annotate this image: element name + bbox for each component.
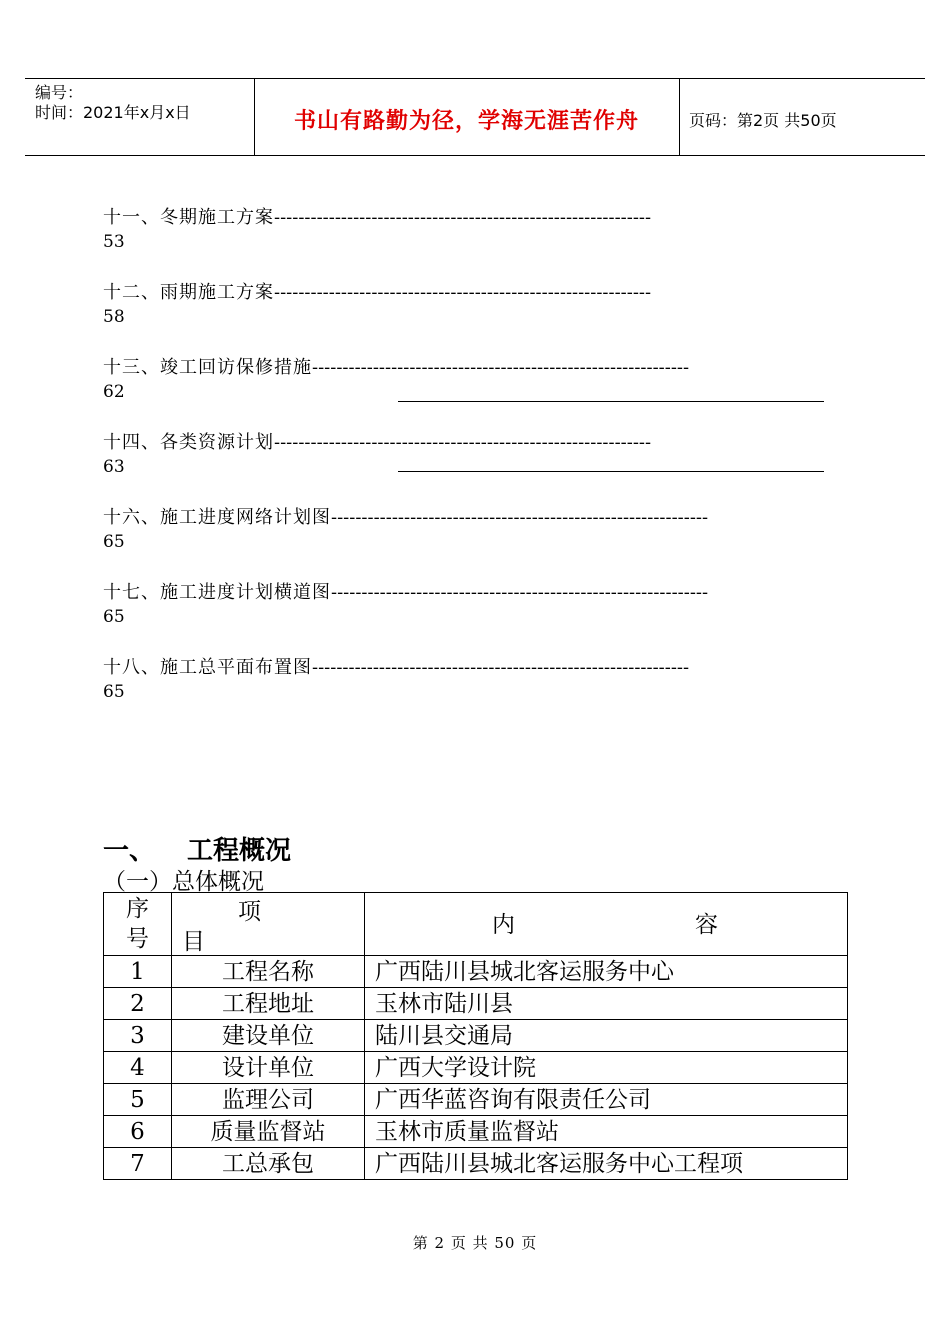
table-row bbox=[104, 1148, 848, 1180]
toc-leader: -------------------------------------------------------------- bbox=[312, 657, 690, 678]
section-number: 一、 bbox=[103, 836, 156, 866]
toc-entry-page: 53 bbox=[103, 232, 125, 252]
cell-no: 1 bbox=[104, 956, 172, 988]
section-title: 工程概况 bbox=[187, 836, 292, 866]
cell-no: 7 bbox=[104, 1148, 172, 1180]
header-cell-content bbox=[365, 893, 848, 956]
header-page-label: 页码：第2页 共50页 bbox=[689, 111, 837, 130]
header-text: 号 bbox=[126, 926, 149, 952]
header-text: 序 bbox=[126, 896, 149, 922]
cell-no: 6 bbox=[104, 1116, 172, 1148]
cell-item: 建设单位 bbox=[172, 1020, 365, 1052]
table-header-row bbox=[104, 893, 848, 956]
cell-item: 监理公司 bbox=[172, 1084, 365, 1116]
toc-entry bbox=[103, 655, 848, 705]
header-bottom-rule bbox=[25, 155, 925, 156]
cell-content: 玉林市质量监督站 bbox=[365, 1116, 848, 1148]
header-top-rule bbox=[25, 78, 925, 79]
header-text: 项 bbox=[238, 899, 261, 925]
toc-entry-title: 十一、冬期施工方案 bbox=[103, 207, 274, 228]
table-row bbox=[104, 1084, 848, 1116]
toc-entry-title: 十三、竣工回访保修措施 bbox=[103, 357, 312, 378]
cell-no: 3 bbox=[104, 1020, 172, 1052]
toc-leader: -------------------------------------------------------------- bbox=[331, 507, 709, 528]
toc-entry-title: 十四、各类资源计划 bbox=[103, 432, 274, 453]
page-header bbox=[25, 78, 925, 156]
cell-no: 2 bbox=[104, 988, 172, 1020]
table-row bbox=[104, 1052, 848, 1084]
table-row bbox=[104, 988, 848, 1020]
toc-entry bbox=[103, 205, 848, 255]
toc-entry bbox=[103, 280, 848, 330]
toc-entry-title: 十七、施工进度计划横道图 bbox=[103, 582, 331, 603]
toc-entry-page: 65 bbox=[103, 682, 125, 702]
page-footer: 第 2 页 共 50 页 bbox=[412, 1234, 538, 1252]
cell-item: 工程名称 bbox=[172, 956, 365, 988]
table-row bbox=[104, 956, 848, 988]
header-text: 容 bbox=[695, 912, 718, 938]
toc-entry bbox=[103, 505, 848, 555]
cell-content: 广西陆川县城北客运服务中心工程项 bbox=[365, 1148, 848, 1180]
doc-time-label: 时间：2021年x月x日 bbox=[35, 103, 191, 122]
cell-content: 广西陆川县城北客运服务中心 bbox=[365, 956, 848, 988]
toc-leader: -------------------------------------------------------------- bbox=[274, 207, 652, 228]
toc-entry bbox=[103, 355, 848, 405]
cell-no: 5 bbox=[104, 1084, 172, 1116]
cell-item: 设计单位 bbox=[172, 1052, 365, 1084]
section-heading bbox=[103, 830, 291, 867]
header-cell-item bbox=[172, 893, 365, 956]
toc-leader: -------------------------------------------------------------- bbox=[312, 357, 690, 378]
doc-number-label: 编号： bbox=[35, 83, 84, 102]
toc-entry-title: 十二、雨期施工方案 bbox=[103, 282, 274, 303]
subsection-heading: （一）总体概况 bbox=[103, 869, 264, 895]
toc-entry-title: 十八、施工总平面布置图 bbox=[103, 657, 312, 678]
cell-item: 工总承包 bbox=[172, 1148, 365, 1180]
toc-entry bbox=[103, 430, 848, 480]
overview-table bbox=[103, 892, 848, 1180]
toc-entry-page: 65 bbox=[103, 607, 125, 627]
header-text: 内 bbox=[492, 912, 515, 938]
cell-content: 玉林市陆川县 bbox=[365, 988, 848, 1020]
toc-entry-page: 58 bbox=[103, 307, 125, 327]
toc-entry-page: 62 bbox=[103, 382, 125, 402]
header-text: 目 bbox=[182, 929, 205, 955]
cell-content: 广西大学设计院 bbox=[365, 1052, 848, 1084]
cell-content: 陆川县交通局 bbox=[365, 1020, 848, 1052]
cell-content: 广西华蓝咨询有限责任公司 bbox=[365, 1084, 848, 1116]
decorative-rule bbox=[398, 471, 824, 472]
header-cell-no bbox=[104, 893, 172, 956]
cell-item: 工程地址 bbox=[172, 988, 365, 1020]
header-divider bbox=[679, 78, 680, 156]
table-row bbox=[104, 1020, 848, 1052]
cell-no: 4 bbox=[104, 1052, 172, 1084]
cell-item: 质量监督站 bbox=[172, 1116, 365, 1148]
table-row bbox=[104, 1116, 848, 1148]
header-motto: 书山有路勤为径，学海无涯苦作舟 bbox=[293, 109, 639, 134]
toc-leader: -------------------------------------------------------------- bbox=[274, 282, 652, 303]
toc-entry-title: 十六、施工进度网络计划图 bbox=[103, 507, 331, 528]
toc-leader: -------------------------------------------------------------- bbox=[331, 582, 709, 603]
decorative-rule bbox=[398, 401, 824, 402]
header-meta bbox=[35, 83, 191, 123]
toc-entry-page: 63 bbox=[103, 457, 125, 477]
toc-entry-page: 65 bbox=[103, 532, 125, 552]
toc-leader: -------------------------------------------------------------- bbox=[274, 432, 652, 453]
toc-entry bbox=[103, 580, 848, 630]
